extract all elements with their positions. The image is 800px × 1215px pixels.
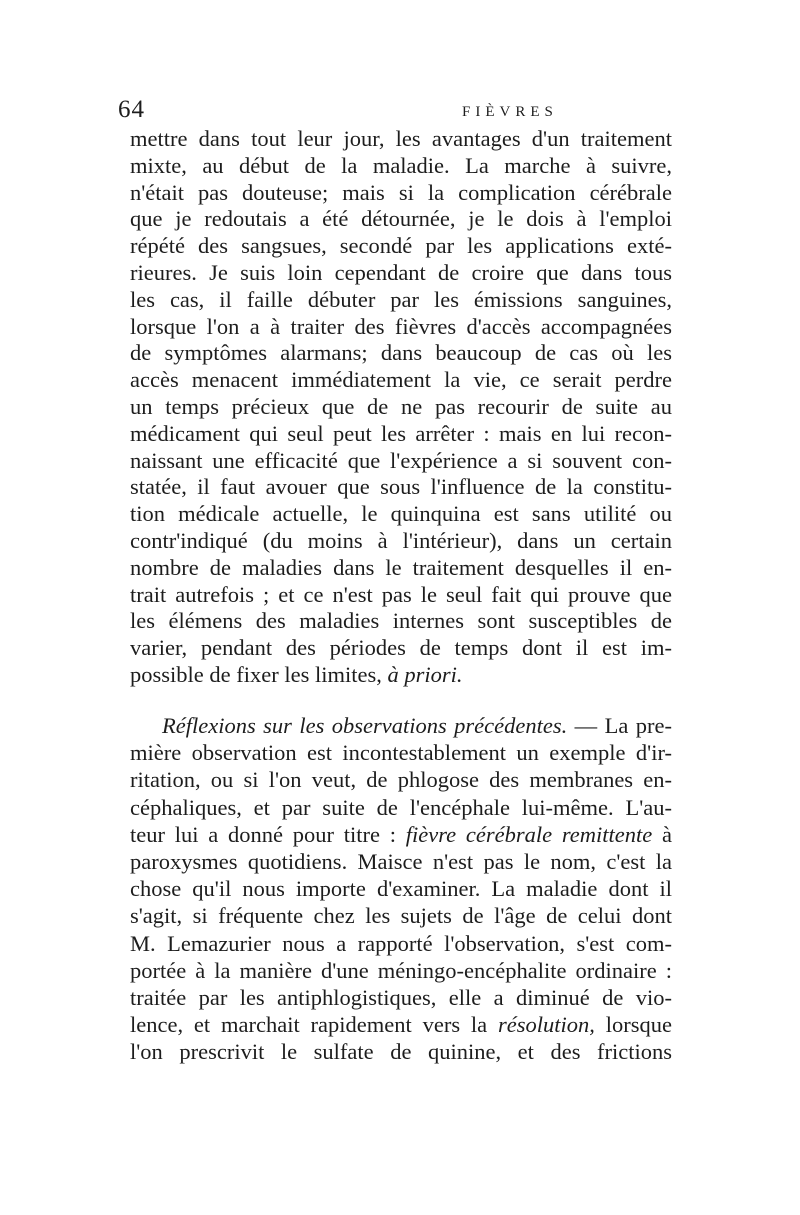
text-line: trait autrefois ; et ce n'est pas le seul fait qui prouve que [130,581,672,607]
italic-text-run: fièvre cérébrale remittente [405,821,653,847]
text-run: — La pre- [567,713,672,738]
text-line: n'était pas douteuse; mais si la complication cérébrale [130,179,672,205]
text-line: nombre de maladies dans le traitement desquelles il en- [130,554,672,580]
paragraph-1 [130,126,672,689]
paragraph-2 [130,712,672,1065]
text-line-last [130,662,672,689]
text-line: les cas, il faille débuter par les émissions sanguines, [130,286,672,312]
text-line: que je redoutais a été détournée, je le dois à l'emploi [130,206,672,232]
text-line: contr'indiqué (du moins à l'intérieur), dans un certain [130,527,672,553]
text-line: s'agit, si fréquente chez les sujets de l'âge de celui dont [130,903,672,929]
section-lead-italic: Réflexions sur les observations précédentes. [162,713,568,738]
text-run: lorsque [594,1012,672,1038]
running-head: FIÈVRES [462,104,558,120]
text-line: de symptômes alarmans; dans beaucoup de cas où les [130,340,672,366]
text-line: l'on prescrivit le sulfate de quinine, et des frictions [130,1039,672,1065]
text-line: naissant une efficacité que l'expérience a si souvent con- [130,447,672,473]
italic-text-run: résolution, [498,1012,595,1038]
text-run: lence, et marchait rapidement vers la [130,1012,499,1038]
text-line: chose qu'il nous importe d'examiner. La maladie dont il [130,876,672,902]
text-line: varier, pendant des périodes de temps dont il est im- [130,635,672,661]
italic-text-run: à priori. [387,661,463,687]
text-line: céphaliques, et par suite de l'encéphale lui-même. L'au- [130,794,672,820]
text-line: les élémens des maladies internes sont susceptibles de [130,608,672,634]
text-line: portée à la manière d'une méningo-encéphalite ordinaire : [130,957,672,983]
text-line: mixte, au début de la maladie. La marche à suivre, [130,152,672,178]
text-line-title [130,821,672,848]
text-line-resolution [130,1011,672,1038]
text-line: ritation, ou si l'on veut, de phlogose des membranes en- [130,767,672,793]
text-line: répété des sangsues, secondé par les applications exté- [130,233,672,259]
text-line: rieures. Je suis loin cependant de croire que dans tous [130,259,672,285]
text-line: statée, il faut avouer que sous l'influence de la constitu- [130,474,672,500]
text-run: possible de fixer les limites, [130,661,388,687]
text-line: M. Lemazurier nous a rapporté l'observation, s'est com- [130,930,672,956]
text-line: lorsque l'on a à traiter des fièvres d'accès accompagnées [130,313,672,339]
text-line: paroxysmes quotidiens. Maisce n'est pas le nom, c'est la [130,848,672,874]
text-line-lead [130,712,672,739]
text-run: à [652,821,672,847]
text-line: médicament qui seul peut les arrêter : mais en lui recon- [130,420,672,446]
page-header [118,96,678,126]
page-number: 64 [118,96,145,123]
text-line: tion médicale actuelle, le quinquina est sans utilité ou [130,501,672,527]
text-line: mettre dans tout leur jour, les avantages d'un traitement [130,126,672,151]
text-run: teur lui a donné pour titre : [130,821,406,847]
text-line: un temps précieux que de ne pas recourir de suite au [130,393,672,419]
text-line: accès menacent immédiatement la vie, ce serait perdre [130,367,672,393]
text-line: mière observation est incontestablement un exemple d'ir- [130,740,672,766]
text-line: traitée par les antiphlogistiques, elle a diminué de vio- [130,984,672,1010]
